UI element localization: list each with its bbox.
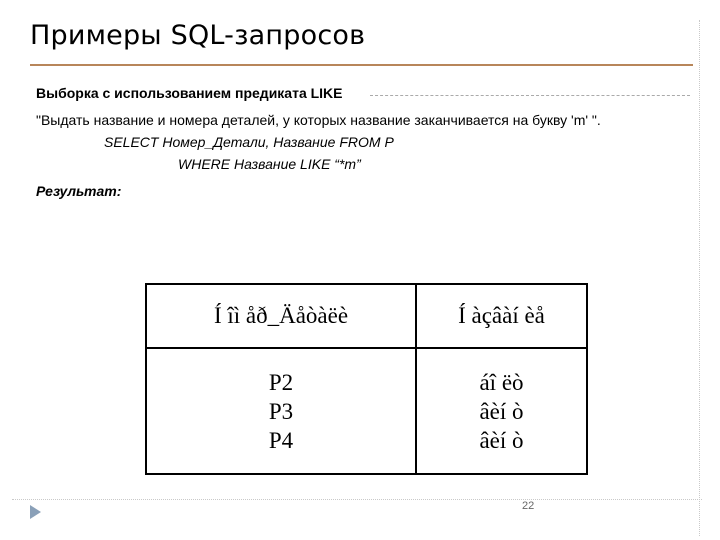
frame-border-right [699, 20, 700, 536]
query-line-where: WHERE Название LIKE “*m” [178, 156, 361, 172]
part-number-value: P2 [268, 369, 294, 395]
table-row [146, 348, 587, 474]
task-statement: "Выдать название и номера деталей, у которых название заканчивается на букву 'm' ". [36, 112, 601, 128]
slide-title: Примеры SQL-запросов [30, 20, 366, 51]
section-heading: Выборка с использованием предиката LIKE [36, 85, 343, 101]
part-number-value: P4 [268, 427, 294, 453]
query-line-select: SELECT Номер_Детали, Название FROM P [104, 134, 394, 150]
part-number-cell [146, 348, 416, 474]
arrow-right-icon[interactable] [30, 505, 41, 519]
part-name-value: âèí ò [479, 427, 524, 453]
title-divider [30, 64, 693, 66]
page-number: 22 [522, 500, 535, 512]
part-name-value: áî ëò [479, 369, 524, 395]
part-name-cell [416, 348, 587, 474]
table-header-row [146, 284, 587, 348]
column-header-name: Í àçâàí èå [416, 284, 587, 348]
column-header-part-number: Í îì åð_Äåòàëè [146, 284, 416, 348]
result-table [145, 283, 588, 475]
result-label: Результат: [36, 183, 122, 199]
frame-border-bottom [12, 499, 702, 500]
heading-dashed-line [370, 95, 690, 96]
part-name-value: âèí ò [479, 398, 524, 424]
part-number-value: P3 [268, 398, 294, 424]
